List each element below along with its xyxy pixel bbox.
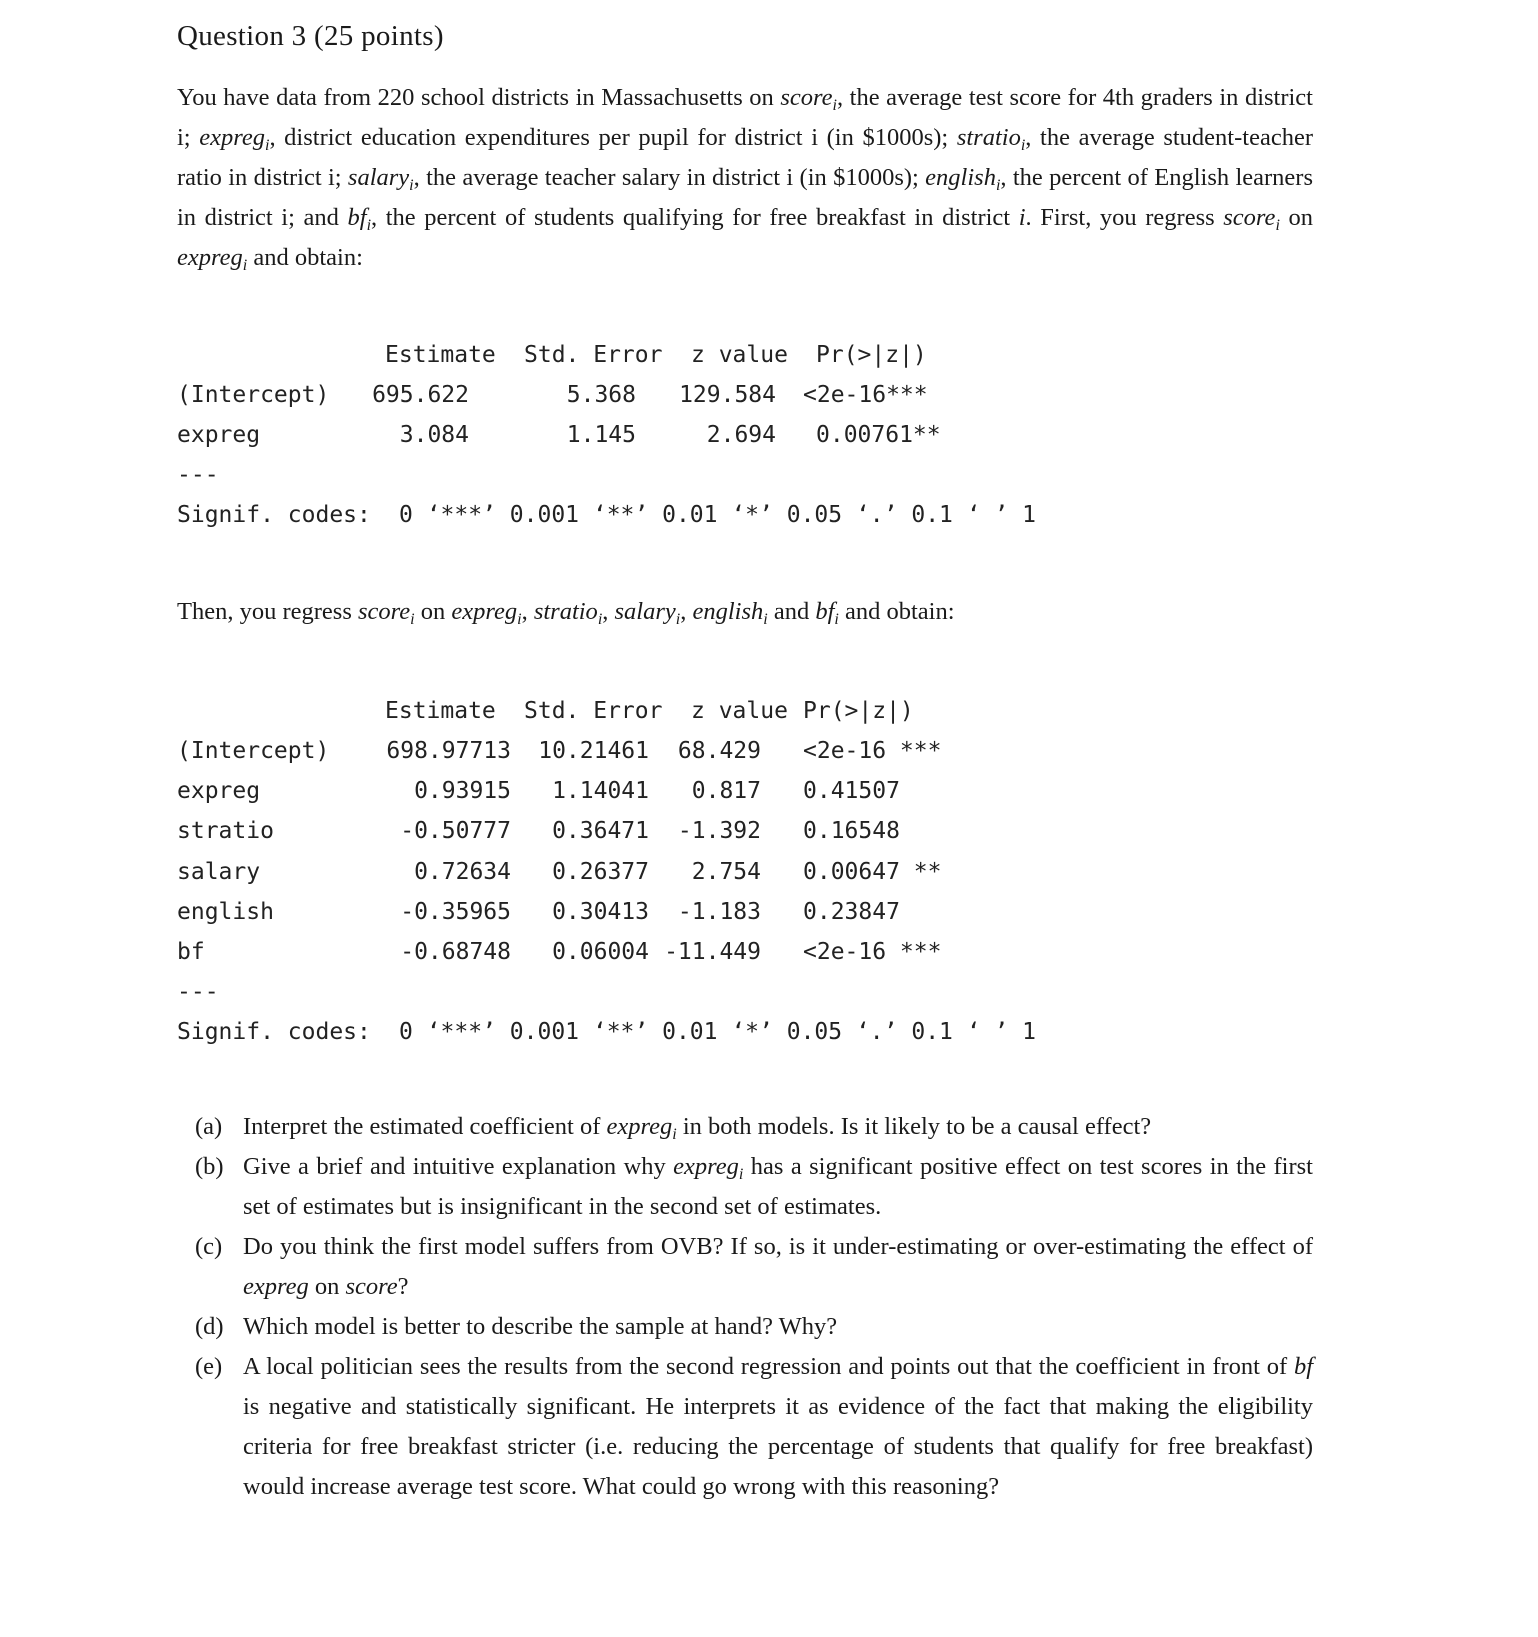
p-value-cell: <2e-16***: [803, 382, 928, 408]
math-variable: [357, 598, 415, 628]
subscript: i: [1275, 217, 1280, 234]
question-label: (d): [195, 1313, 224, 1340]
std-error-cell: 1.14041: [552, 778, 649, 805]
row-label: salary: [177, 858, 261, 885]
estimate-cell: -0.35965: [400, 898, 511, 925]
math-variable: [199, 124, 270, 154]
text-segment: ,: [602, 598, 615, 625]
subscript: i: [366, 217, 372, 234]
text-segment: , the average test score for 4th graders in district i;: [177, 84, 1313, 151]
math-variable: [347, 204, 372, 234]
subscript: i: [834, 611, 839, 628]
math-variable: [925, 164, 1001, 194]
separator: ---: [177, 462, 219, 489]
variable-name: expreg: [177, 244, 243, 271]
column-header: Estimate: [385, 342, 496, 368]
z-value-cell: 0.817: [691, 778, 761, 805]
z-value-cell: -11.449: [664, 939, 761, 965]
math-variable: [606, 1113, 677, 1143]
column-header: z value: [691, 342, 788, 368]
signif-codes: 0 ‘***’ 0.001 ‘**’ 0.01 ‘*’ 0.05 ‘.’ 0.1 ‘ ’ 1: [399, 1019, 1036, 1046]
text-segment: , the average student-teacher ratio in district i;: [177, 124, 1313, 191]
subscript: i: [409, 177, 414, 194]
question-item: [177, 1307, 1313, 1347]
question-list: [177, 1107, 1313, 1507]
text-segment: Give a brief and intuitive explanation why: [243, 1153, 674, 1180]
math-variable: [1019, 204, 1026, 231]
row-label: english: [177, 898, 274, 925]
column-header: Pr(>|z|): [816, 342, 927, 368]
estimate-cell: -0.68748: [400, 939, 511, 965]
variable-name: stratio: [533, 598, 598, 625]
text-segment: and obtain:: [838, 598, 955, 625]
variable-name: bf: [347, 204, 367, 231]
column-header: Pr(>|z|): [803, 698, 914, 724]
question-label: (c): [195, 1233, 223, 1260]
text-segment: Do you think the first model suffers from OVB? If so, is it under-estimating or over-estimating the effect of: [243, 1233, 1313, 1260]
variable-name: expreg: [673, 1153, 739, 1180]
p-value-cell: 0.00647 **: [803, 858, 942, 885]
variable-name: expreg: [606, 1113, 673, 1140]
text-segment: is negative and statistically significant. He interprets it as evidence of the fact that making the eligibility criteria for free breakfast stricter (i.e. reducing the percentage of students that qualify for free breakfast) would increase average test score. What could go wrong with this reasoning?: [243, 1393, 1313, 1500]
subscript: i: [264, 137, 270, 154]
row-label: stratio: [177, 818, 274, 845]
question-label: (a): [195, 1113, 223, 1140]
text-segment: . First, you regress: [1025, 204, 1224, 231]
std-error-cell: 1.145: [566, 422, 636, 449]
subscript: i: [410, 611, 415, 628]
subscript: i: [763, 611, 768, 628]
row-label: bf: [177, 939, 205, 965]
estimate-cell: 3.084: [399, 422, 469, 449]
std-error-cell: 10.21461: [538, 738, 649, 764]
row-label: (Intercept): [177, 738, 330, 764]
text-segment: You have data from 220 school districts in Massachusetts on: [177, 84, 781, 111]
std-error-cell: 0.06004: [552, 939, 649, 965]
text-segment: and obtain:: [247, 244, 363, 271]
math-variable: [451, 598, 522, 628]
math-variable: [533, 598, 603, 628]
p-value-cell: 0.16548: [803, 818, 900, 845]
math-variable: [692, 598, 768, 628]
variable-name: expreg: [451, 598, 518, 625]
text-segment: on: [414, 598, 452, 625]
math-variable: [347, 164, 414, 194]
variable-name: score: [345, 1273, 398, 1300]
math-variable: [673, 1153, 744, 1183]
text-segment: , the percent of students qualifying for free breakfast in district: [371, 204, 1019, 231]
question-title: Question 3 (25 points): [177, 20, 444, 52]
text-segment: , the percent of English learners in district i; and: [177, 164, 1313, 231]
subscript: i: [597, 611, 603, 628]
math-variable: [780, 84, 837, 114]
subscript: i: [995, 177, 1001, 194]
column-header: Estimate: [385, 698, 496, 724]
subscript: i: [1020, 137, 1026, 154]
std-error-cell: 5.368: [566, 382, 636, 408]
text-segment: on: [1279, 204, 1313, 231]
estimate-cell: 0.93915: [414, 778, 511, 805]
std-error-cell: 0.26377: [552, 858, 649, 885]
signif-label: Signif. codes:: [177, 1019, 371, 1046]
math-variable: [177, 244, 248, 274]
row-label: (Intercept): [177, 382, 330, 408]
variable-name: bf: [815, 598, 835, 625]
question-item: [177, 1107, 1313, 1147]
variable-name: english: [692, 598, 764, 625]
text-segment: Then, you regress: [177, 598, 358, 625]
variable-name: expreg: [243, 1273, 309, 1300]
text-segment: ?: [397, 1273, 409, 1300]
estimate-cell: 695.622: [372, 382, 469, 408]
question-item: [177, 1147, 1313, 1227]
z-value-cell: 2.694: [706, 422, 776, 449]
text-segment: Which model is better to describe the sample at hand? Why?: [243, 1313, 838, 1340]
math-variable: [815, 598, 839, 628]
variable-name: score: [357, 598, 411, 625]
text-segment: ,: [680, 598, 693, 625]
signif-label: Signif. codes:: [177, 502, 371, 529]
text-segment: , the average teacher salary in district i (in $1000s);: [413, 164, 926, 191]
middle-paragraph: [177, 592, 1313, 632]
subscript: i: [738, 1166, 744, 1183]
std-error-cell: 0.36471: [552, 818, 649, 845]
signif-codes: 0 ‘***’ 0.001 ‘**’ 0.01 ‘*’ 0.05 ‘.’ 0.1 ‘ ’ 1: [399, 502, 1036, 529]
variable-name: score: [1223, 204, 1276, 231]
text-segment: on: [308, 1273, 346, 1300]
column-header: z value: [691, 698, 788, 724]
z-value-cell: -1.183: [677, 898, 761, 925]
subscript: i: [242, 257, 248, 274]
z-value-cell: -1.392: [677, 818, 761, 845]
question-item: [177, 1347, 1313, 1507]
estimate-cell: 698.97713: [386, 738, 511, 764]
p-value-cell: 0.41507: [803, 778, 900, 805]
subscript: i: [517, 611, 522, 628]
math-variable: [243, 1273, 309, 1300]
intro-paragraph: [177, 78, 1313, 278]
p-value-cell: 0.23847: [803, 898, 900, 925]
column-header: Std. Error: [524, 342, 663, 368]
text-segment: A local politician sees the results from the second regression and points out that the coefficient in front of: [243, 1353, 1294, 1380]
question-label: (e): [195, 1353, 223, 1380]
z-value-cell: 2.754: [691, 858, 761, 885]
variable-name: salary: [614, 598, 676, 625]
p-value-cell: <2e-16 ***: [803, 738, 942, 764]
math-variable: [956, 124, 1026, 154]
z-value-cell: 129.584: [679, 382, 776, 408]
question-item: [177, 1227, 1313, 1307]
estimate-cell: -0.50777: [400, 818, 511, 845]
p-value-cell: 0.00761**: [816, 422, 941, 449]
text-segment: has a significant positive effect on test scores in the first set of estimates but is insignificant in the second set of estimates.: [243, 1153, 1313, 1220]
math-variable: [1294, 1353, 1313, 1380]
subscript: i: [672, 1126, 677, 1143]
variable-name: expreg: [199, 124, 265, 151]
text-segment: , district education expenditures per pupil for district i (in $1000s);: [269, 124, 957, 151]
separator: ---: [177, 979, 219, 1006]
subscript: i: [675, 611, 681, 628]
std-error-cell: 0.30413: [552, 898, 649, 925]
text-segment: and: [767, 598, 816, 625]
variable-name: score: [780, 84, 833, 111]
variable-name: i: [1018, 204, 1026, 231]
column-header: Std. Error: [524, 698, 663, 724]
text-segment: Interpret the estimated coefficient of: [243, 1113, 607, 1140]
p-value-cell: <2e-16 ***: [803, 939, 942, 965]
question-label: (b): [195, 1153, 224, 1180]
row-label: expreg: [177, 422, 261, 449]
math-variable: [346, 1273, 398, 1300]
math-variable: [1223, 204, 1280, 234]
text-segment: in both models. Is it likely to be a causal effect?: [676, 1113, 1152, 1140]
variable-name: salary: [347, 164, 410, 191]
math-variable: [614, 598, 681, 628]
variable-name: bf: [1293, 1353, 1313, 1380]
z-value-cell: 68.429: [677, 738, 761, 764]
variable-name: stratio: [956, 124, 1021, 151]
estimate-cell: 0.72634: [414, 858, 511, 885]
variable-name: english: [925, 164, 996, 191]
subscript: i: [832, 97, 837, 114]
text-segment: ,: [521, 598, 534, 625]
row-label: expreg: [177, 778, 261, 805]
